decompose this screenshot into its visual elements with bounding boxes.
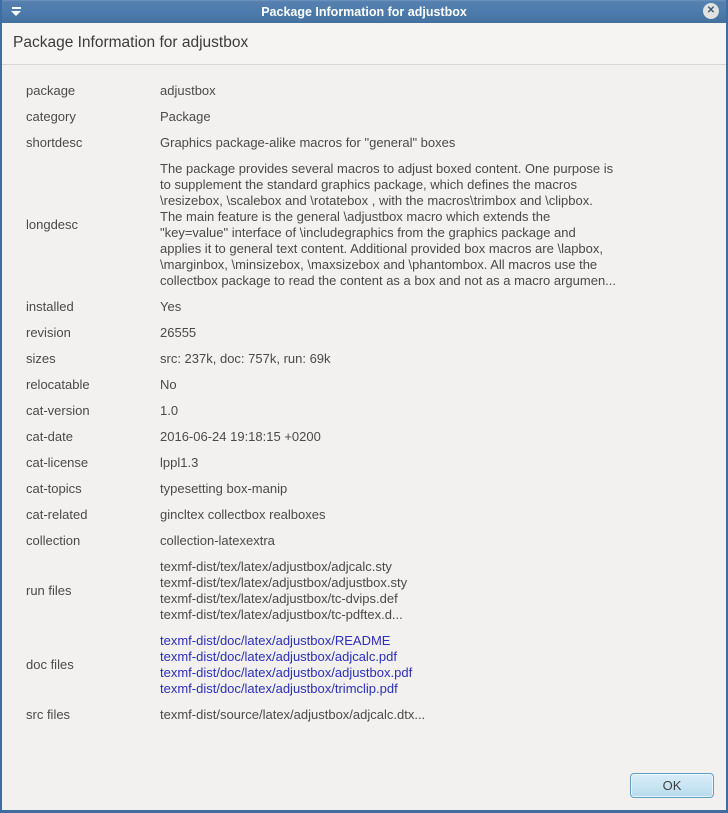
field-value: Graphics package-alike macros for "general" boxes bbox=[160, 135, 456, 150]
field-value: 2016-06-24 19:18:15 +0200 bbox=[160, 429, 321, 444]
field-value bbox=[160, 559, 427, 623]
field-value: collection-latexextra bbox=[160, 533, 275, 548]
field-label: cat-license bbox=[26, 455, 89, 470]
info-row bbox=[2, 109, 726, 125]
info-row bbox=[2, 455, 726, 471]
value-line: texmf-dist/tex/latex/adjustbox/adjustbox.sty bbox=[160, 575, 408, 590]
field-value bbox=[160, 161, 636, 289]
field-value: Package bbox=[160, 109, 211, 124]
field-label: doc files bbox=[26, 657, 74, 672]
field-value: adjustbox bbox=[160, 83, 216, 98]
doc-file-link[interactable]: texmf-dist/doc/latex/adjustbox/README bbox=[160, 633, 391, 648]
field-label: sizes bbox=[26, 351, 56, 366]
info-row bbox=[2, 559, 726, 623]
field-label: shortdesc bbox=[26, 135, 83, 150]
info-row bbox=[2, 377, 726, 393]
doc-file-link[interactable]: texmf-dist/doc/latex/adjustbox/adjcalc.pdf bbox=[160, 649, 398, 664]
info-row bbox=[2, 83, 726, 99]
value-line: \resizebox, \scalebox and \rotatebox , with the macros\trimbox and \clipbox. bbox=[160, 193, 593, 208]
value-line: texmf-dist/tex/latex/adjustbox/tc-dvips.def bbox=[160, 591, 398, 606]
value-line: The main feature is the general \adjustbox macro which extends the bbox=[160, 209, 551, 224]
field-value bbox=[160, 633, 432, 697]
field-value: src: 237k, doc: 757k, run: 69k bbox=[160, 351, 331, 366]
value-line: texmf-dist/tex/latex/adjustbox/tc-pdftex.d... bbox=[160, 607, 403, 622]
info-row bbox=[2, 633, 726, 697]
field-value: typesetting box-manip bbox=[160, 481, 288, 496]
value-line: collectbox package to read the content as a box and not as a macro argumen... bbox=[160, 273, 617, 288]
dialog-header bbox=[2, 23, 726, 65]
info-row bbox=[2, 429, 726, 445]
field-label: installed bbox=[26, 299, 74, 314]
doc-file-link[interactable]: texmf-dist/doc/latex/adjustbox/trimclip.pdf bbox=[160, 681, 398, 696]
ok-button[interactable]: OK bbox=[630, 773, 714, 798]
field-value: texmf-dist/source/latex/adjustbox/adjcalc.dtx... bbox=[160, 707, 426, 722]
field-label: cat-date bbox=[26, 429, 73, 444]
value-line: "key=value" interface of \includegraphics from the graphics package and bbox=[160, 225, 576, 240]
field-label: package bbox=[26, 83, 76, 98]
info-row bbox=[2, 403, 726, 419]
field-value: 26555 bbox=[160, 325, 197, 340]
close-icon: ✕ bbox=[706, 5, 716, 16]
field-label: revision bbox=[26, 325, 71, 340]
field-label: longdesc bbox=[26, 217, 79, 232]
field-value: Yes bbox=[160, 299, 182, 314]
info-row bbox=[2, 161, 726, 289]
doc-file-link[interactable]: texmf-dist/doc/latex/adjustbox/adjustbox.pdf bbox=[160, 665, 413, 680]
info-rows bbox=[2, 65, 726, 723]
value-line: \marginbox, \minsizebox, \maxsizebox and \phantombox. All macros use the bbox=[160, 257, 598, 272]
info-row bbox=[2, 325, 726, 341]
field-label: cat-version bbox=[26, 403, 90, 418]
info-row bbox=[2, 135, 726, 151]
field-label: run files bbox=[26, 583, 72, 598]
value-line: to supplement the standard graphics package, which defines the macros bbox=[160, 177, 577, 192]
field-label: category bbox=[26, 109, 76, 124]
field-label: relocatable bbox=[26, 377, 90, 392]
close-button[interactable] bbox=[703, 3, 719, 19]
value-line: The package provides several macros to adjust boxed content. One purpose is bbox=[160, 161, 614, 176]
info-row bbox=[2, 707, 726, 723]
info-row bbox=[2, 533, 726, 549]
field-label: collection bbox=[26, 533, 81, 548]
info-row bbox=[2, 507, 726, 523]
value-line: applies it to general text content. Additional provided box macros are \lapbox, bbox=[160, 241, 603, 256]
field-label: cat-related bbox=[26, 507, 88, 522]
info-row bbox=[2, 351, 726, 367]
field-value: lppl1.3 bbox=[160, 455, 199, 470]
field-value: 1.0 bbox=[160, 403, 179, 418]
field-value: gincltex collectbox realboxes bbox=[160, 507, 326, 522]
window-title: Package Information for adjustbox bbox=[261, 4, 467, 19]
info-row bbox=[2, 299, 726, 315]
info-row bbox=[2, 481, 726, 497]
field-label: cat-topics bbox=[26, 481, 82, 496]
titlebar[interactable] bbox=[2, 0, 726, 23]
value-line: texmf-dist/tex/latex/adjustbox/adjcalc.sty bbox=[160, 559, 392, 574]
page-title: Package Information for adjustbox bbox=[13, 34, 249, 51]
field-label: src files bbox=[26, 707, 71, 722]
field-value: No bbox=[160, 377, 177, 392]
